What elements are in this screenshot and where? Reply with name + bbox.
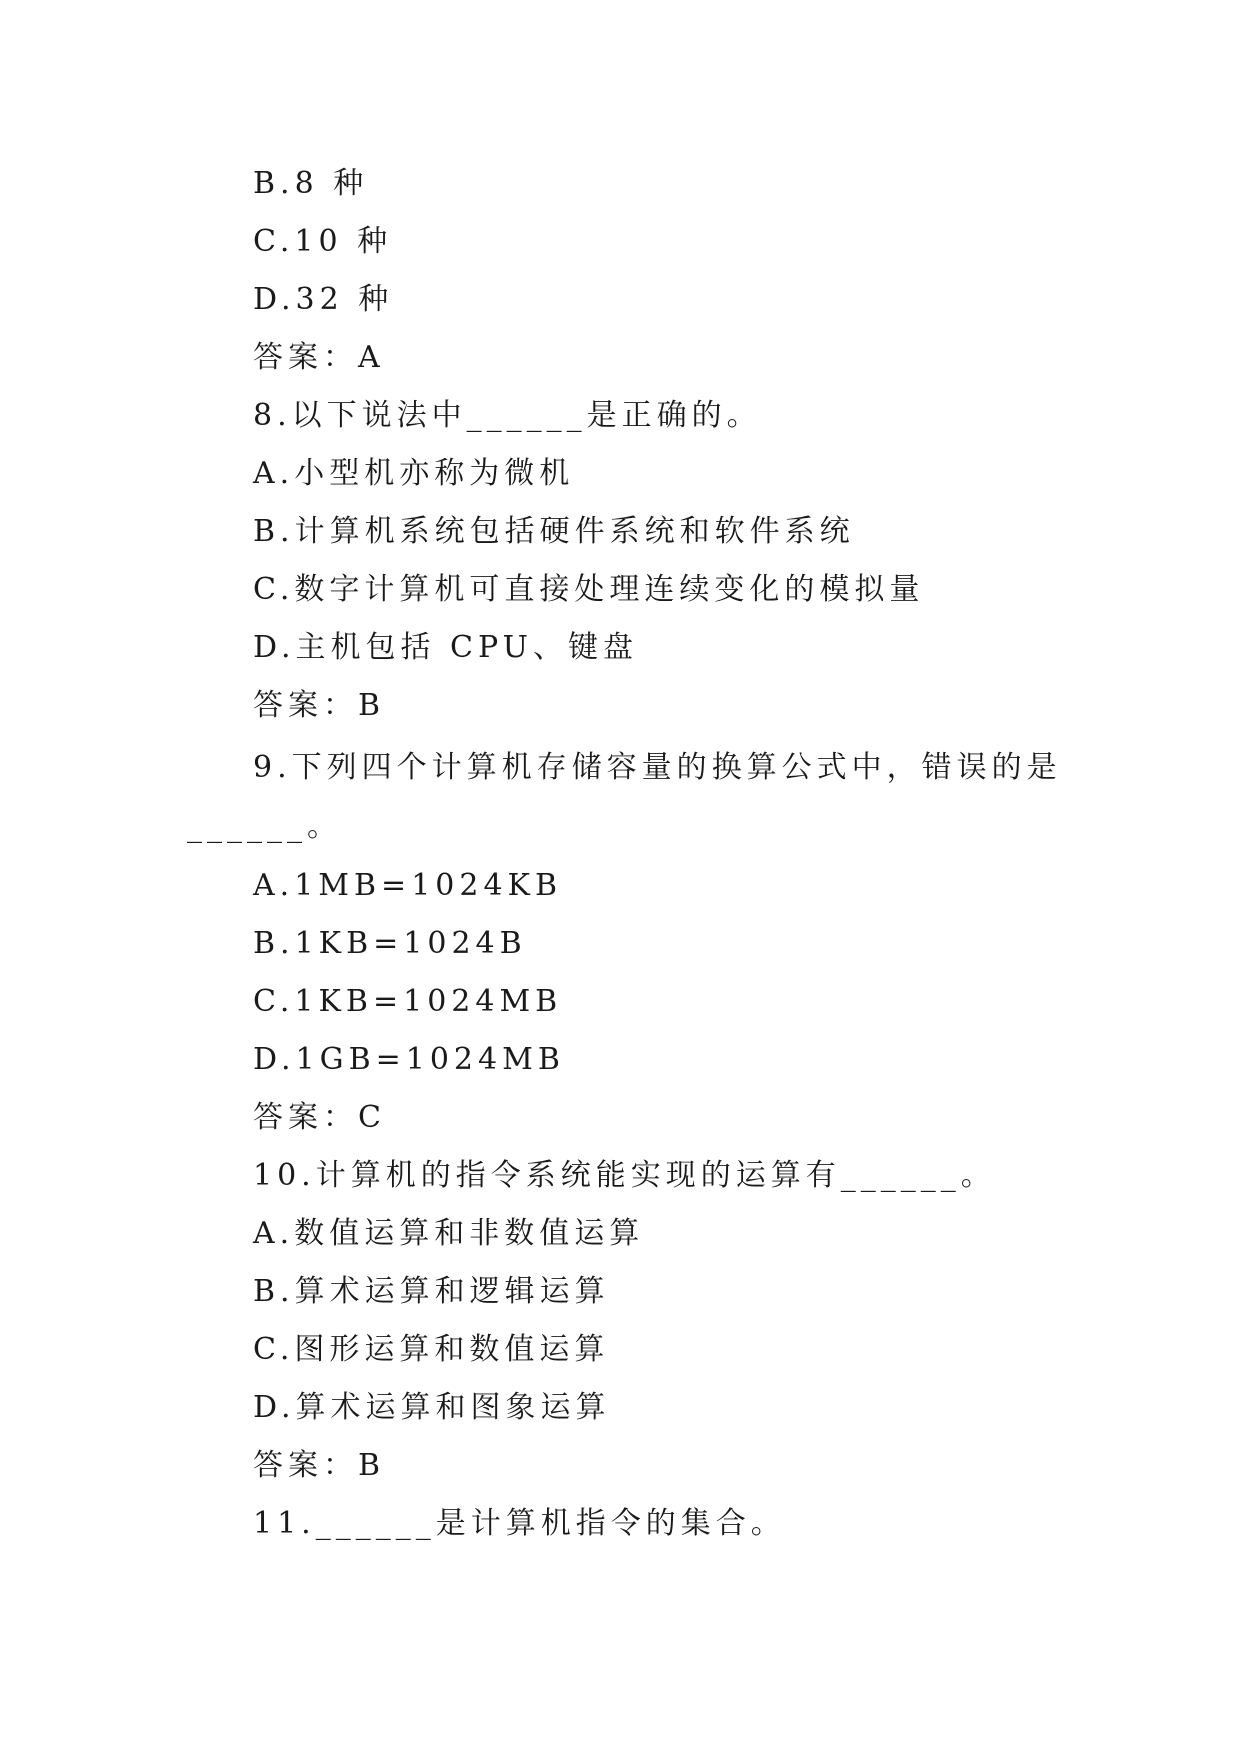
question-10: 10.计算机的指令系统能实现的运算有______。 bbox=[253, 1158, 996, 1193]
question-9-continuation: ______。 bbox=[187, 809, 342, 844]
option-a-q8: A.小型机亦称为微机 bbox=[253, 456, 575, 491]
option-b-q10: B.算术运算和逻辑运算 bbox=[253, 1274, 610, 1309]
answer-q7: 答案：A bbox=[253, 340, 385, 375]
question-11: 11.______是计算机指令的集合。 bbox=[253, 1506, 786, 1541]
question-9: 9.下列四个计算机存储容量的换算公式中，错误的是 bbox=[253, 750, 1062, 785]
option-b-q9: B.1KB=1024B bbox=[253, 926, 527, 961]
answer-q9: 答案：C bbox=[253, 1100, 386, 1135]
option-a-q10: A.数值运算和非数值运算 bbox=[253, 1216, 645, 1251]
option-c-q9: C.1KB=1024MB bbox=[253, 984, 563, 1019]
answer-q10: 答案：B bbox=[253, 1448, 386, 1483]
option-c-q7: C.10 种 bbox=[253, 224, 393, 259]
option-c-q8: C.数字计算机可直接处理连续变化的模拟量 bbox=[253, 572, 925, 607]
option-a-q9: A.1MB=1024KB bbox=[253, 868, 562, 903]
option-d-q8: D.主机包括 CPU、键盘 bbox=[253, 630, 638, 665]
option-d-q10: D.算术运算和图象运算 bbox=[253, 1390, 611, 1425]
option-c-q10: C.图形运算和数值运算 bbox=[253, 1332, 610, 1367]
option-d-q9: D.1GB=1024MB bbox=[253, 1042, 565, 1077]
option-b-q8: B.计算机系统包括硬件系统和软件系统 bbox=[253, 514, 855, 549]
option-b-q7: B.8 种 bbox=[253, 166, 369, 201]
option-d-q7: D.32 种 bbox=[253, 282, 394, 317]
answer-q8: 答案：B bbox=[253, 688, 386, 723]
question-8: 8.以下说法中______是正确的。 bbox=[253, 398, 762, 433]
